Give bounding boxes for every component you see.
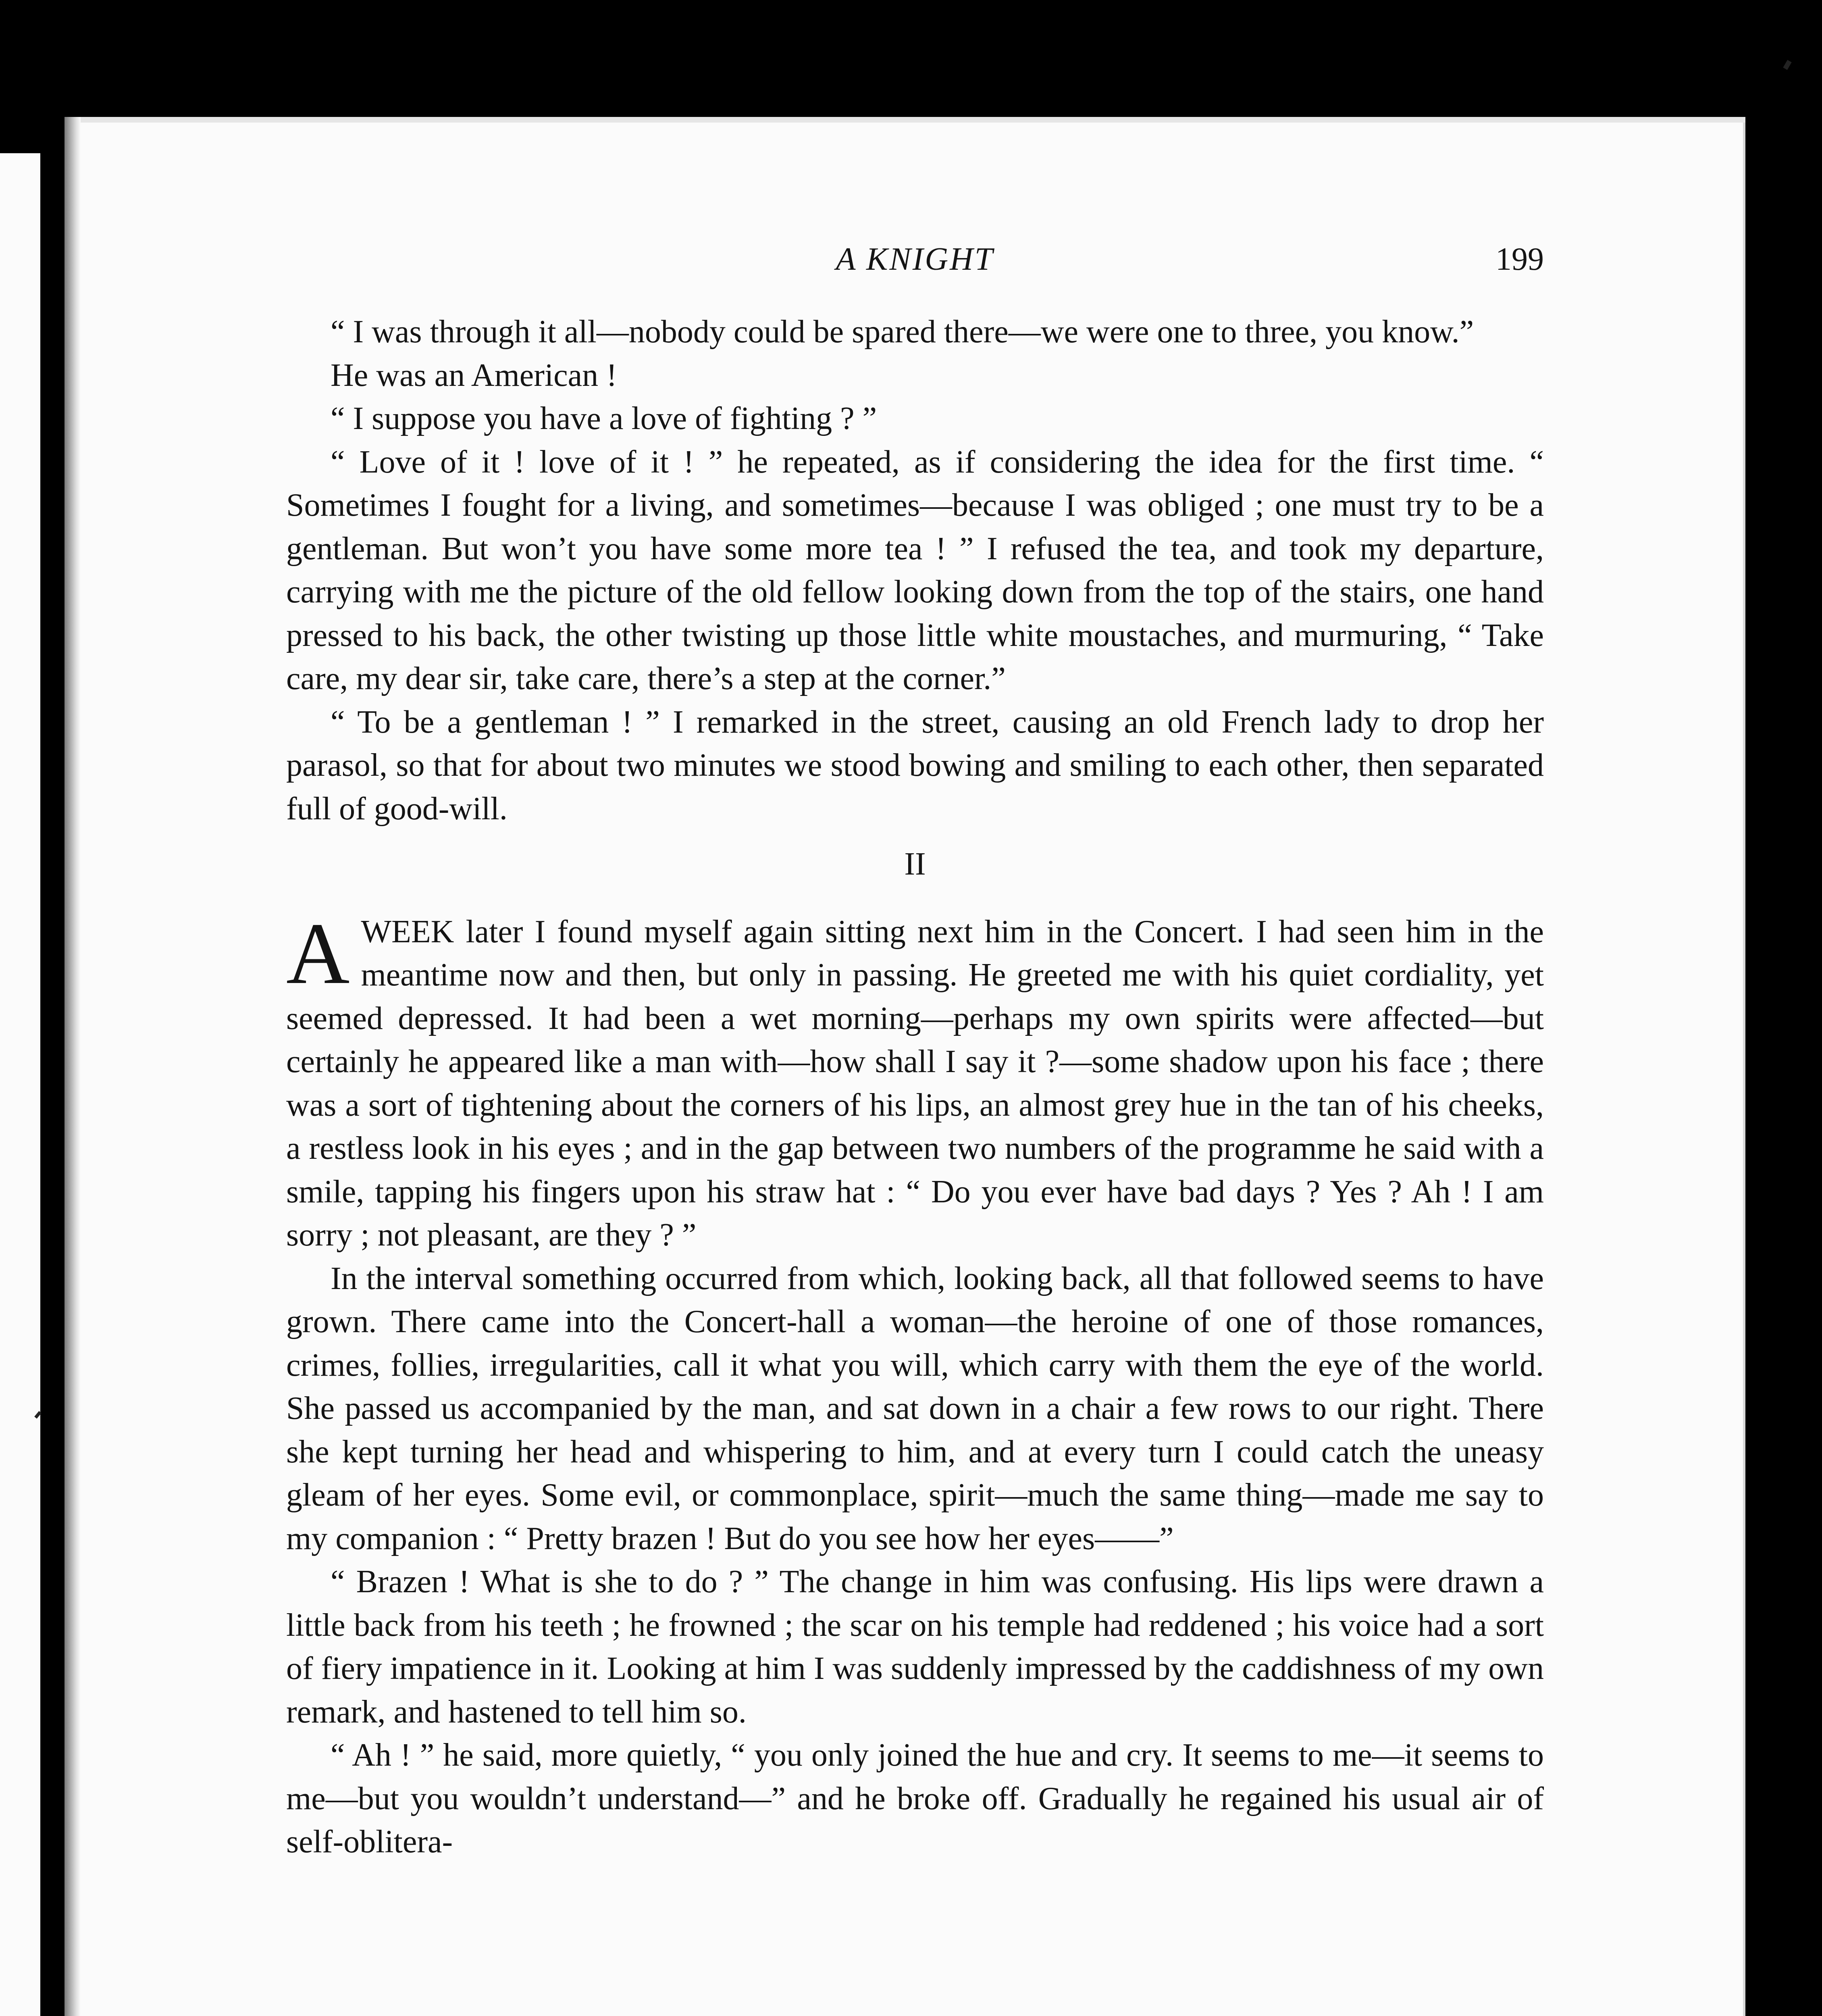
previous-page-edge	[0, 153, 40, 2016]
paragraph: “ Love of it ! love of it ! ” he repeated, as if considering the idea for the first time. “ Sometimes I fought for a living, and sometimes—because I was obliged ; one must try to be a gentleman. But won’t you have some more tea ! ” I refused the tea, and took my departure, carrying with me the picture of the old fellow looking down from the top of the stairs, one hand pressed to his back, the other twisting up those little white moustaches, and murmuring, “ Take care, my dear sir, take care, there’s a step at the corner.”	[286, 444, 1544, 696]
page-gutter-shadow	[64, 117, 81, 2016]
paragraph: In the interval something occurred from which, looking back, all that followed seems to have grown. There came into the Concert-hall a woman—the heroine of one of those romances, crimes, follies, irregularities, call it what you will, which carry with them the eye of the world. She passed us accompanied by the man, and sat down in a chair a few rows to our right. There she kept turning her head and whispering to him, and at every turn I could catch the uneasy gleam of her eyes. Some evil, or commonplace, spirit—much the same thing—made me say to my companion : “ Pretty brazen ! But do you see how her eyes——”	[286, 1260, 1544, 1556]
book-page	[64, 117, 1745, 2016]
paragraph: “ Ah ! ” he said, more quietly, “ you only joined the hue and cry. It seems to me—it seems to me—but you wouldn’t understand—” and he broke off. Gradually he regained his usual air of self-oblitera-	[286, 1737, 1544, 1860]
scan-speck	[1783, 60, 1791, 70]
page-number: 199	[1495, 242, 1544, 277]
paragraph: “ I was through it all—nobody could be spared there—we were one to three, you know.”	[331, 314, 1474, 350]
paragraph: “ I suppose you have a love of fighting ? ”	[331, 401, 877, 436]
text-block	[286, 117, 1544, 2016]
drop-cap: A	[286, 905, 350, 1002]
paragraph: “ To be a gentleman ! ” I remarked in the street, causing an old French lady to drop her parasol, so that for about two minutes we stood bowing and smiling to each other, then separated full of good-will.	[286, 704, 1544, 827]
running-title: A KNIGHT	[836, 242, 994, 277]
paragraph: “ Brazen ! What is she to do ? ” The change in him was confusing. His lips were drawn a little back from his teeth ; he frowned ; the scar on his temple had reddened ; his voice had a sort of fiery impatience in it. Looking at him I was suddenly impressed by the caddishness of my own remark, and hastened to tell him so.	[286, 1564, 1544, 1730]
section-number: II	[904, 846, 926, 882]
paragraph: He was an American !	[331, 357, 617, 393]
body-text	[286, 310, 1544, 1864]
section-first-paragraph	[286, 905, 1544, 1257]
section-first-paragraph-text: WEEK later I found myself again sitting next him in the Concert. I had seen him in the meantime now and then, but only in passing. He greeted me with his quiet cordiality, yet seemed depressed. It had been a wet morning—perhaps my own spirits were affected—but certainly he appeared like a man with—how shall I say it ?—some shadow upon his face ; there was a sort of tightening about the corners of his lips, an almost grey hue in the tan of his cheeks, a restless look in his eyes ; and in the gap between two numbers of the programme he said with a smile, tapping his fingers upon his straw hat : “ Do you ever have bad days ? Yes ? Ah ! I am sorry ; not pleasant, are they ? ”	[286, 914, 1544, 1253]
